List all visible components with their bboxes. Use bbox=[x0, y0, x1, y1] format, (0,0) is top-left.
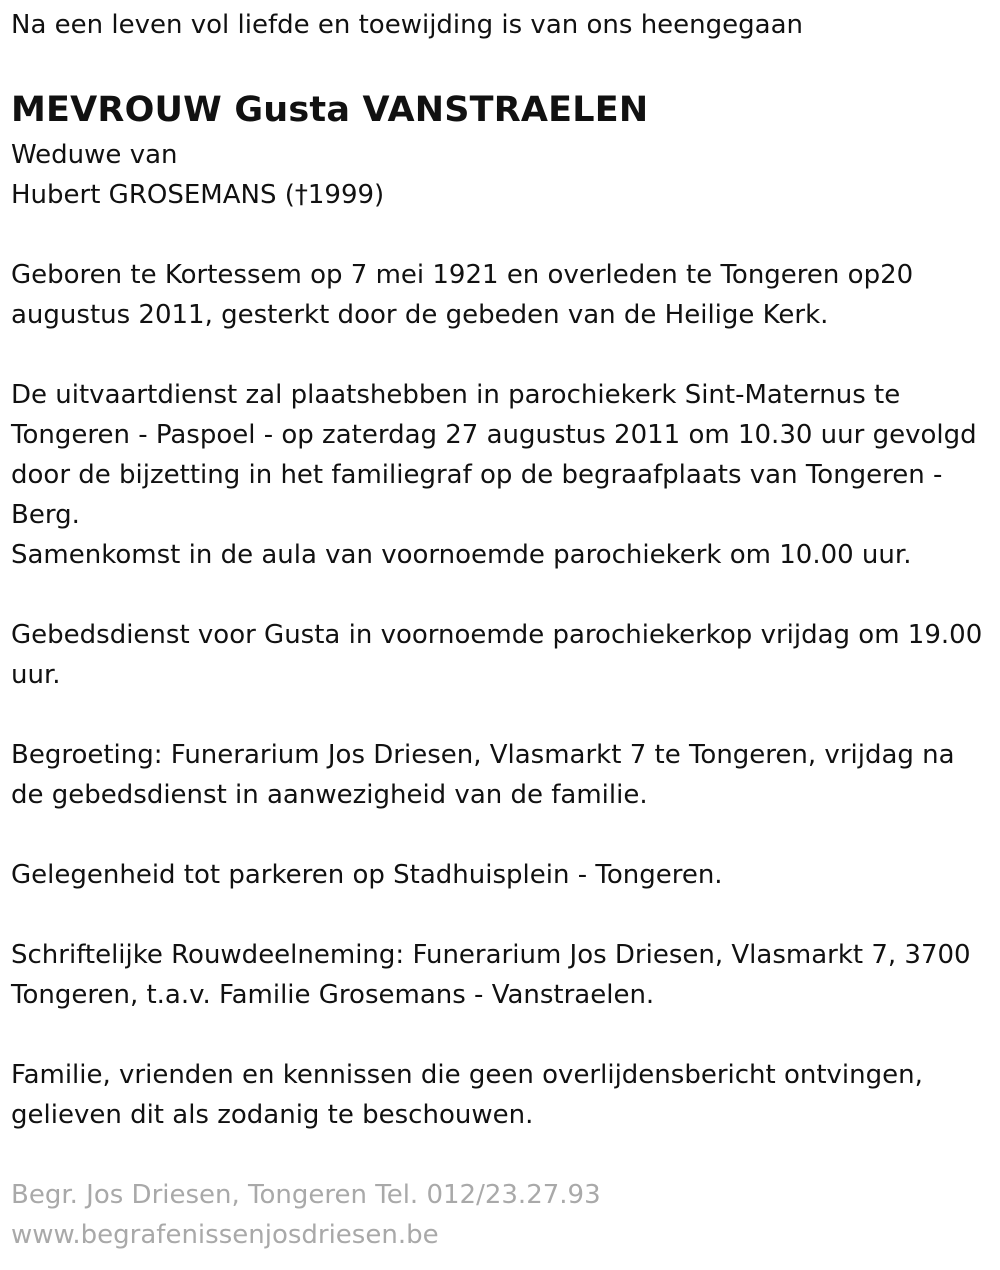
cross-icon: † bbox=[294, 180, 308, 210]
widow-label: Weduwe van bbox=[11, 140, 178, 170]
funeral-service-paragraph: De uitvaartdienst zal plaatshebben in parochiekerk Sint-Maternus te Tongeren - Paspoel - op zaterdag 27 augustus 2011 om 10.30 uur gevolgd door de bijzetting in het familiegraf op de begraafplaats van Tongeren - Berg. bbox=[11, 380, 977, 530]
spouse-death-year: 1999) bbox=[307, 180, 385, 210]
notice-paragraph: Familie, vrienden en kennissen die geen overlijdensbericht ontvingen, gelieven dit als zodanig te beschouwen. bbox=[11, 1060, 923, 1130]
birth-death-paragraph: Geboren te Kortessem op 7 mei 1921 en overleden te Tongeren op20 augustus 2011, gesterkt door de gebeden van de Heilige Kerk. bbox=[11, 260, 914, 330]
undertaker-contact: Begr. Jos Driesen, Tongeren Tel. 012/23.27.93 bbox=[11, 1180, 601, 1210]
prayer-service-paragraph: Gebedsdienst voor Gusta in voornoemde parochiekerkop vrijdag om 19.00 uur. bbox=[11, 620, 983, 690]
spouse-line bbox=[11, 175, 988, 215]
spouse-name: Hubert GROSEMANS ( bbox=[11, 180, 295, 210]
parking-paragraph: Gelegenheid tot parkeren op Stadhuisplein - Tongeren. bbox=[11, 860, 723, 890]
greeting-paragraph: Begroeting: Funerarium Jos Driesen, Vlasmarkt 7 te Tongeren, vrijdag na de gebedsdienst in aanwezigheid van de familie. bbox=[11, 740, 955, 810]
meeting-paragraph: Samenkomst in de aula van voornoemde parochiekerk om 10.00 uur. bbox=[11, 540, 912, 570]
intro-text: Na een leven vol liefde en toewijding is van ons heengegaan bbox=[11, 10, 803, 40]
website-text: www.begrafenissenjosdriesen.be bbox=[11, 1220, 439, 1250]
footer bbox=[11, 1175, 988, 1255]
deceased-name: MEVROUW Gusta VANSTRAELEN bbox=[11, 90, 649, 130]
condolence-paragraph: Schriftelijke Rouwdeelneming: Funerarium Jos Driesen, Vlasmarkt 7, 3700 Tongeren, t.a.v. Familie Grosemans - Vanstraelen. bbox=[11, 940, 971, 1010]
